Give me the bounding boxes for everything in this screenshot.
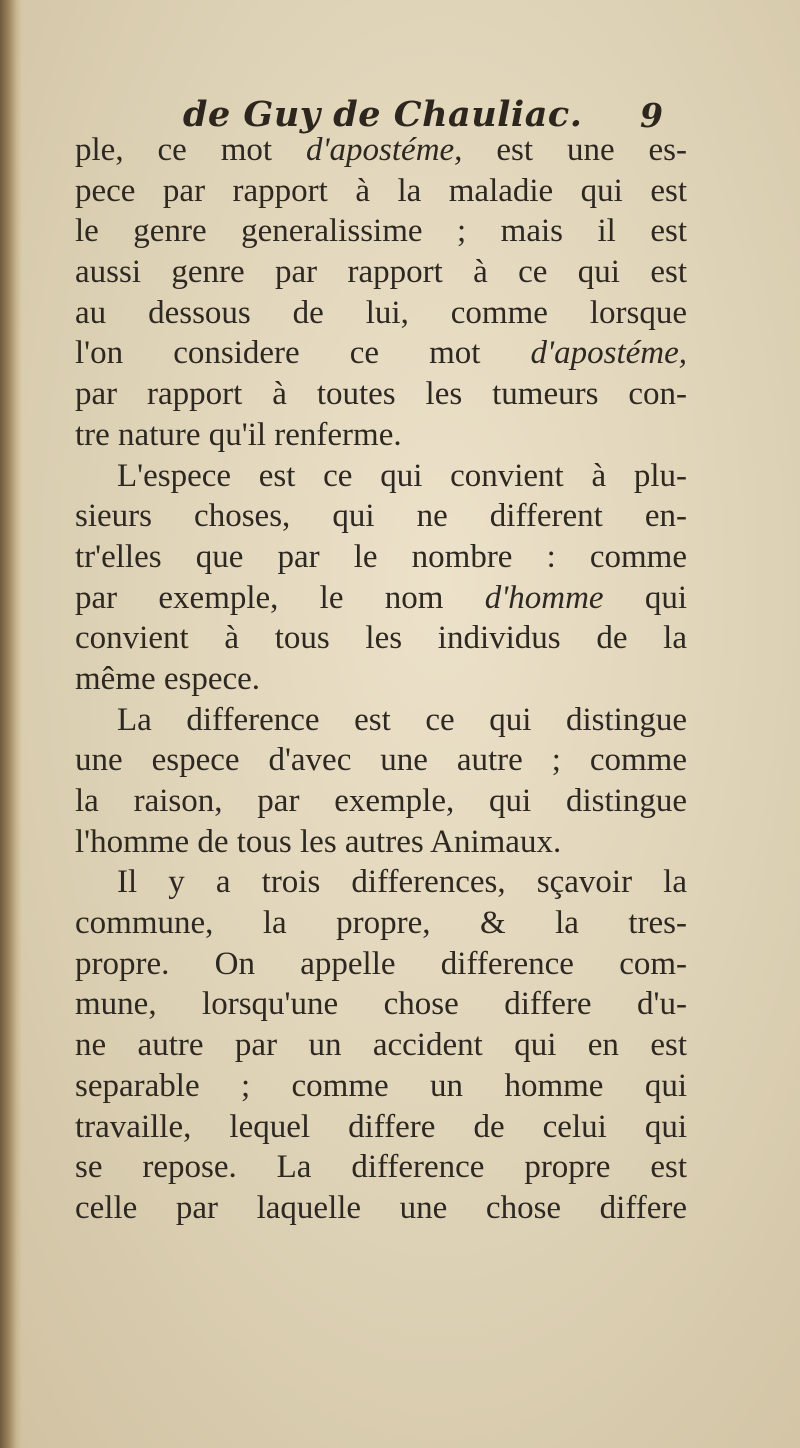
page-number: 9	[640, 96, 663, 135]
text-line: le genre generalissime ; mais il est	[75, 213, 687, 250]
text-line: sieurs choses, qui ne different en-	[75, 498, 687, 535]
text-line: convient à tous les individus de la	[75, 620, 687, 657]
text-line: mune, lorsqu'une chose differe d'u-	[75, 986, 687, 1023]
text-line: l'homme de tous les autres Animaux.	[75, 823, 562, 860]
text-line: celle par laquelle une chose differe	[75, 1189, 687, 1226]
text-line: commune, la propre, & la tres-	[75, 905, 687, 942]
text-segment: ple, ce mot	[75, 132, 306, 168]
text-line: tr'elles que par le nombre : comme	[75, 538, 687, 575]
text-segment: par exemple, le nom	[75, 579, 485, 616]
text-line: La difference est ce qui distingue	[117, 701, 687, 738]
running-head: de Guy de Chauliac.	[183, 94, 583, 135]
text-segment: est une es-	[462, 132, 687, 168]
text-line: separable ; comme un homme qui	[75, 1067, 687, 1104]
text-segment: l'on considere ce mot	[75, 335, 531, 372]
text-line	[75, 578, 687, 619]
text-line: travaille, lequel differe de celui qui	[75, 1108, 687, 1145]
text-line: L'espece est ce qui convient à plu-	[117, 457, 687, 494]
text-line	[75, 333, 687, 374]
text-line: la raison, par exemple, qui distingue	[75, 783, 687, 819]
text-line: se repose. La difference propre est	[75, 1149, 687, 1186]
text-line: au dessous de lui, comme lorsque	[75, 294, 687, 331]
text-line: même espece.	[75, 660, 261, 697]
text-line	[75, 130, 687, 171]
text-line: ne autre par un accident qui en est	[75, 1027, 687, 1064]
body-text	[75, 130, 687, 1229]
text-line: une espece d'avec une autre ; comme	[75, 742, 687, 779]
text-line: Il y a trois differences, sçavoir la	[117, 864, 687, 901]
italic-term: d'apostéme,	[305, 132, 463, 168]
text-line: tre nature qu'il renferme.	[75, 416, 402, 453]
italic-term: d'apostéme,	[530, 335, 687, 372]
italic-term: d'homme	[484, 579, 604, 616]
text-segment: qui	[603, 579, 687, 616]
text-line: pece par rapport à la maladie qui est	[75, 172, 687, 209]
text-line: propre. On appelle difference com-	[75, 945, 687, 982]
text-line: aussi genre par rapport à ce qui est	[75, 254, 687, 291]
text-line: par rapport à toutes les tumeurs con-	[75, 376, 687, 413]
book-binding-edge	[0, 0, 22, 1448]
